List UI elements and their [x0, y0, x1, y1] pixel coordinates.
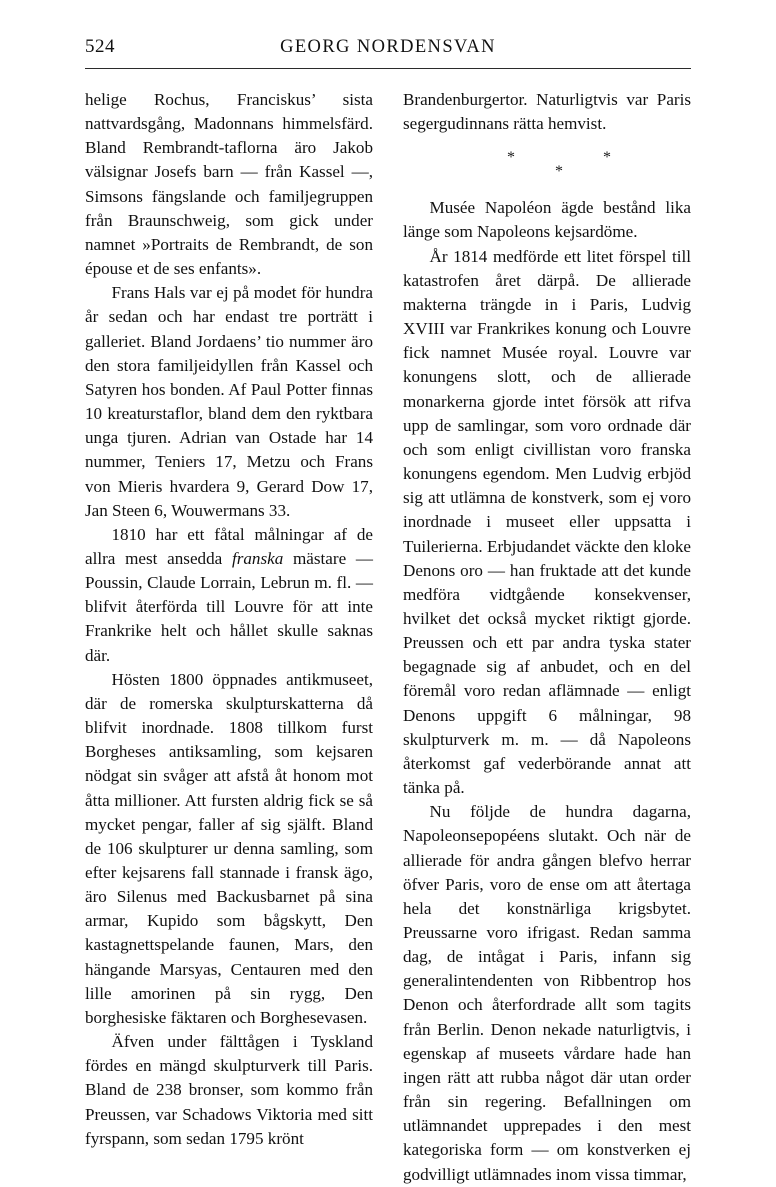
column-right [403, 88, 691, 1187]
column-left [85, 88, 373, 1151]
asterisk-icon: * [603, 149, 611, 167]
paragraph: Äfven under fälttågen i Tyskland fördes en mängd skulpturverk till Paris. Bland de 238 bronser, som kommo från Preussen, var Schadows Viktoria med sitt fyrspann, som sedan 1795 krönt [85, 1032, 373, 1148]
paragraph: År 1814 medförde ett litet förspel till katastrofen året därpå. De allierade makterna trängde in i Paris, Ludvig XVIII var Frankrikes konung och Louvre fick namnet Musée royal. Louvre var konungens slott, och de allierade monarkerna gjorde intet försök att rifva upp de samlingar, som voro ordnade där och som enligt civillistan voro franska konungens egendom. Men Ludvig erbjöd sig att utlämna de konstverk, som ej voro inordnade i museet eller uppsatta i Tuilerierna. Erbjudandet väckte den kloke Denons oro — han fruktade att det kunde medföra vidtgående konsekvenser, hvilket det också mycket riktigt gjorde. Preussen och ett par andra tyska stater begagnade sig af anbudet, och en del föremål voro redan aflämnade — enligt Denons uppgift 6 målningar, 98 skulpturverk m. m. — då Napoleons återkomst gaf vederbörande annat att tänka på. [403, 246, 691, 798]
paragraph: Nu följde de hundra dagarna, Napoleonsepopéens slutakt. Och när de allierade för andra gången blefvo herrar öfver Paris, voro de ense om att återtaga hela det konstnärliga krigsbytet. Preussarne voro ifrigast. Redan samma dag, de intågat i Paris, infann sig generalintendenten von Ribbentrop hos Denon och återfordrade allt som tagits från Berlin. Denon nekade naturligtvis, i egenskap af museets vårdare hade han ingen rätt att rubba något där utan order från sin regering. Befallningen om utlämnandet upprepades i den mest kategoriska form — om konstverken ej godvilligt utlämnades inom vissa timmar, [403, 802, 691, 1184]
page-number: 524 [85, 36, 115, 57]
asterisk-icon: * [555, 163, 563, 181]
paragraph: Hösten 1800 öppnades antikmuseet, där de romerska skulpturskatterna då blifvit inordnade. 1808 tillkom furst Borgheses antiksamling, som kejsaren nödgat sin svåger att afstå åt honom mot åtta millioner. Att fursten aldrig fick se så mycket pengar, faller af sig själft. Bland de 106 skulpturer ur denna samling, som efter kejsarens fall stannade i fransk ägo, äro Silenus med Backusbarnet på sina armar, Kupido som bågskytt, Den kastagnettspelande faunen, Mars, den hängande Marsyas, Centauren med den lille amorinen på sin rygg, Den borghesiske fäktaren och Borghesevasen. [85, 669, 373, 1027]
paragraph: Frans Hals var ej på modet för hundra år sedan och har endast tre porträtt i galleriet. Bland Jordaens’ tio nummer äro den stora familjeidyllen från Kassel och Satyren hos bonden. Af Paul Potter finnas 10 kreaturstaflor, bland dem den ryktbara unga tjuren. Adrian van Ostade har 14 nummer, Teniers 17, Metzu och Frans von Mieris hvardera 9, Gerard Dow 17, Jan Steen 6, Wouwermans 33. [85, 283, 373, 520]
asterisk-icon: * [507, 149, 515, 167]
running-head-title: GEORG NORDENSVAN [280, 37, 496, 57]
body-columns [85, 88, 691, 1184]
paragraph: Musée Napoléon ägde bestånd lika länge som Napoleons kejsardöme. [403, 198, 691, 242]
paragraph: Brandenburgertor. Naturligtvis var Paris segergudinnans rätta hemvist. [403, 90, 691, 134]
header-rule [85, 68, 691, 69]
paragraph-text: 1810 har ett fåtal målningar af de allra mest ansedda [85, 524, 373, 568]
running-head [85, 36, 691, 66]
asterism-separator [403, 142, 691, 190]
paragraph: helige Rochus, Franciskus’ sista nattvardsgång, Madonnans himmelsfärd. Bland Rembrandt-taflorna äro Jakob välsignar Josefs barn — från Kassel —, Simsons fängslande och familjegruppen från Braunschweig, som gick under namnet »Portraits de Rembrandt, de son épouse et de ses enfants». [85, 90, 373, 279]
paragraph-text: mästare — Poussin, Claude Lorrain, Lebrun m. fl. — blifvit återförda till Louvre för att inte Frankrike helt och hållet skulle saknas där. [85, 548, 373, 665]
italic-term: franska [231, 548, 284, 568]
paragraph-with-italic [85, 523, 373, 668]
